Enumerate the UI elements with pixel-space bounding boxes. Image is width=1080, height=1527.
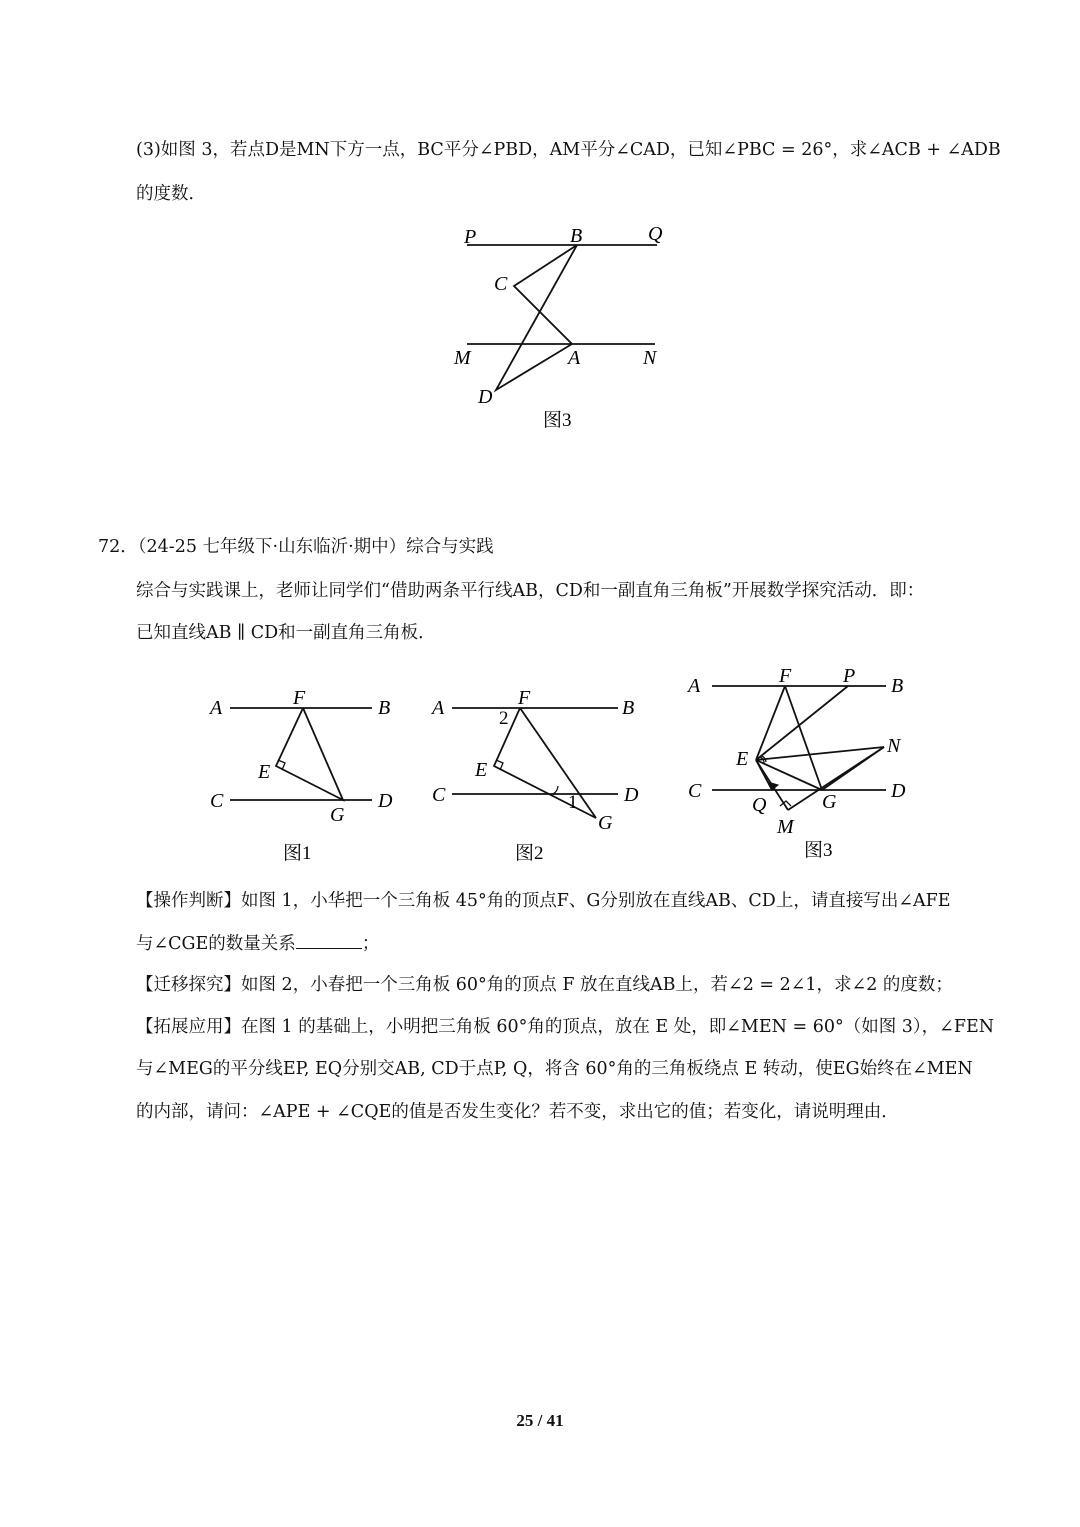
q3-line3: 的内部，请问：∠APE + ∠CQE的值是否发生变化？若不变，求出它的值；若变化，请说明理由． [136, 1102, 899, 1122]
q1-line2-text: 与∠CGE的数量关系 [136, 934, 296, 954]
problem-71-part3-line2: 的度数． [136, 184, 206, 204]
fig1-label-g: G [330, 804, 345, 826]
q1-line2-end: ； [361, 934, 380, 954]
label-m: M [454, 347, 471, 369]
fig3-label-c: C [688, 780, 702, 802]
fig2-label-a: A [432, 697, 445, 719]
problem-72-figure-2 [425, 680, 650, 870]
fig1-label-b: B [378, 697, 391, 719]
label-a: A [568, 347, 581, 369]
answer-blank [296, 932, 362, 949]
fig3-label-f: F [779, 665, 792, 687]
fig3-caption: 图3 [804, 840, 833, 861]
fig1-label-a: A [210, 697, 223, 719]
fig1-caption: 图1 [283, 843, 312, 864]
fig3-label-d: D [891, 780, 906, 802]
fig1-label-d: D [378, 790, 393, 812]
label-n: N [643, 347, 657, 369]
problem-71-part3-line1: (3)如图 3，若点D是MN下方一点，BC平分∠PBD，AM平分∠CAD，已知∠PBC = 26°，求∠ACB + ∠ADB [136, 140, 1001, 160]
fig2-label-d: D [624, 784, 639, 806]
q1-line1: 【操作判断】如图 1，小华把一个三角板 45°角的顶点F、G分别放在直线AB、CD上，请直接写出∠AFE [136, 891, 951, 911]
fig2-label-g: G [598, 812, 613, 834]
fig3-label-m: M [777, 816, 794, 838]
fig2-caption: 图2 [515, 843, 544, 864]
fig1-label-f: F [293, 687, 306, 709]
fig3-label-b: B [891, 675, 904, 697]
q3-line2: 与∠MEG的平分线EP, EQ分别交AB, CD于点P, Q，将含 60°角的三角板绕点 E 转动，使EG始终在∠MEN [136, 1059, 973, 1079]
fig3-label-n: N [887, 735, 901, 757]
fig2-label-e: E [475, 759, 488, 781]
q3-line1: 【拓展应用】在图 1 的基础上，小明把三角板 60°角的顶点，放在 E 处，即∠MEN = 60°（如图 3），∠FEN [136, 1017, 995, 1037]
polygon-bcad [496, 245, 577, 390]
label-b: B [570, 225, 583, 247]
fig3-label-a: A [688, 675, 701, 697]
problem-72-figure-1 [200, 680, 410, 870]
problem-71-figure-3 [440, 215, 680, 440]
fig2-label-f: F [518, 687, 531, 709]
caption-fig3: 图3 [543, 410, 572, 431]
problem-72-intro-line1: 综合与实践课上，老师让同学们“借助两条平行线AB，CD和一副直角三角板”开展数学探究活动．即： [136, 581, 925, 601]
problem-72-intro-line2: 已知直线AB ∥ CD和一副直角三角板． [136, 623, 436, 643]
label-c: C [494, 273, 508, 295]
label-q: Q [648, 223, 663, 245]
fig1-label-c: C [210, 790, 224, 812]
fig2-label-b: B [622, 697, 635, 719]
fig3-label-q: Q [752, 794, 767, 816]
label-d: D [478, 386, 493, 408]
q1-line2 [136, 932, 379, 956]
page-number: 25 / 41 [516, 1411, 564, 1430]
fig2-label-1: 1 [568, 792, 578, 813]
fig3-label-p: P [843, 665, 856, 687]
problem-72-header: 72．（24-25 七年级下·山东临沂·期中）综合与实践 [98, 537, 494, 557]
fig3-label-g: G [822, 791, 837, 813]
q2-line: 【迁移探究】如图 2，小春把一个三角板 60°角的顶点 F 放在直线AB上，若∠2 = 2∠1，求∠2 的度数； [136, 975, 953, 995]
fig2-label-2: 2 [499, 708, 509, 729]
fig1-label-e: E [258, 761, 271, 783]
fig2-label-c: C [432, 784, 446, 806]
label-p: P [464, 226, 477, 248]
problem-72-figure-3 [680, 660, 920, 865]
fig3-label-e: E [736, 748, 749, 770]
